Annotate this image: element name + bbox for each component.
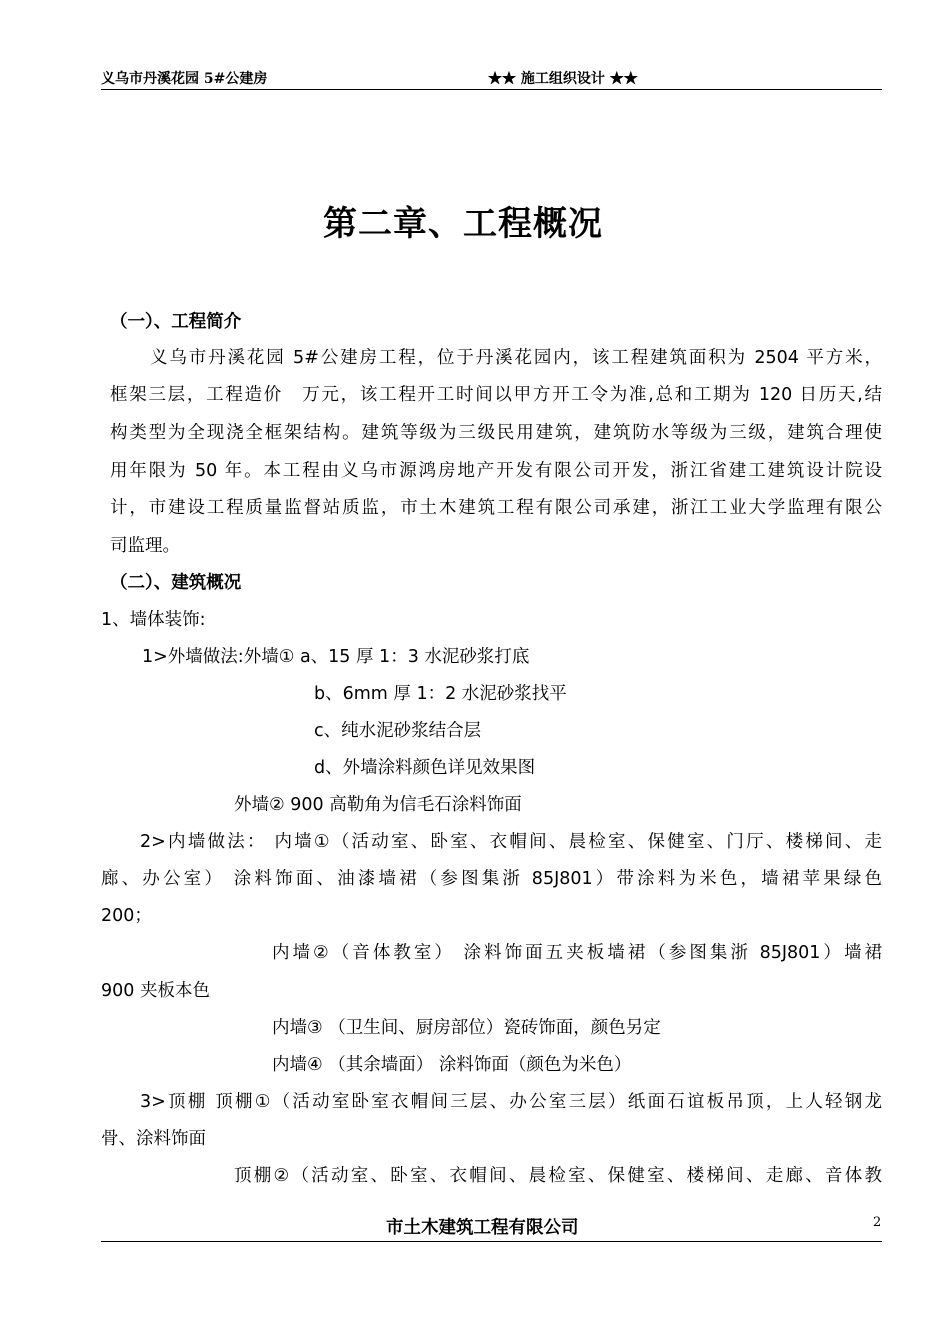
interior-wall-line-3: 200； <box>101 906 152 926</box>
interior-wall-line-7: 内墙④ （其余墙面） 涂料饰面（颜色为米色） <box>272 1055 632 1075</box>
ceiling-line-2: 骨、涂料饰面 <box>101 1129 206 1149</box>
ceiling-line-3: 顶棚②（活动室、卧室、衣帽间、晨检室、保健室、楼梯间、走廊、音体教 <box>234 1166 882 1186</box>
interior-wall-line-6: 内墙③ （卫生间、厨房部位）瓷砖饰面，颜色另定 <box>272 1018 661 1038</box>
page-number: 2 <box>873 1215 882 1230</box>
interior-wall-line-2: 廊、办公室） 涂料饰面、油漆墙裙（参图集浙 85J801）带涂料为米色，墙裙苹果绿色 <box>101 869 882 889</box>
wall-decoration-title: 1、墙体装饰: <box>101 610 206 630</box>
para-line-5: 计，市建设工程质量监督站质监，市土木建筑工程有限公司承建，浙江工业大学监理有限公 <box>110 498 882 518</box>
header-left: 义乌市丹溪花园 5#公建房 <box>101 71 268 87</box>
para-line-6: 司监理。 <box>110 536 180 556</box>
footer-rule <box>101 1241 882 1242</box>
interior-wall-line-1: 2>内墙做法： 内墙①（活动室、卧室、衣帽间、晨检室、保健室、门厅、楼梯间、走 <box>140 832 882 852</box>
exterior-wall-2: 外墙② 900 高勒角为信毛石涂料饰面 <box>234 795 522 815</box>
footer-company: 市土木建筑工程有限公司 <box>386 1218 579 1238</box>
exterior-wall-d: d、外墙涂料颜色详见效果图 <box>314 758 536 778</box>
chapter-title: 第二章、工程概况 <box>323 204 603 244</box>
header-center: ★★ 施工组织设计 ★★ <box>488 71 638 87</box>
interior-wall-line-5: 900 夹板本色 <box>101 981 210 1001</box>
ceiling-line-1: 3>顶棚 顶棚①（活动室卧室衣帽间三层、办公室三层）纸面石谊板吊顶，上人轻钢龙 <box>140 1092 882 1112</box>
header-rule <box>101 89 882 90</box>
para-line-3: 构类型为全现浇全框架结构。建筑等级为三级民用建筑，建筑防水等级为三级，建筑合理使 <box>110 423 882 443</box>
exterior-wall-a: 1>外墙做法:外墙① a、15 厚 1：3 水泥砂浆打底 <box>142 647 530 667</box>
exterior-wall-b: b、6mm 厚 1：2 水泥砂浆找平 <box>314 684 567 704</box>
exterior-wall-c: c、纯水泥砂浆结合层 <box>314 721 482 741</box>
para-line-2: 框架三层，工程造价 万元，该工程开工时间以甲方开工令为准,总和工期为 120 日历天,结 <box>110 385 882 405</box>
para-line-4: 用年限为 50 年。本工程由义乌市源鸿房地产开发有限公司开发，浙江省建工建筑设计院设 <box>110 461 882 481</box>
section2-heading: （二）、建筑概况 <box>110 573 242 593</box>
section1-heading: （一）、工程简介 <box>110 312 242 332</box>
interior-wall-line-4: 内墙②（音体教室） 涂料饰面五夹板墙裙（参图集浙 85J801）墙裙 <box>272 943 882 963</box>
para-line-1: 义乌市丹溪花园 5#公建房工程，位于丹溪花园内，该工程建筑面积为 2504 平方米， <box>150 348 882 368</box>
